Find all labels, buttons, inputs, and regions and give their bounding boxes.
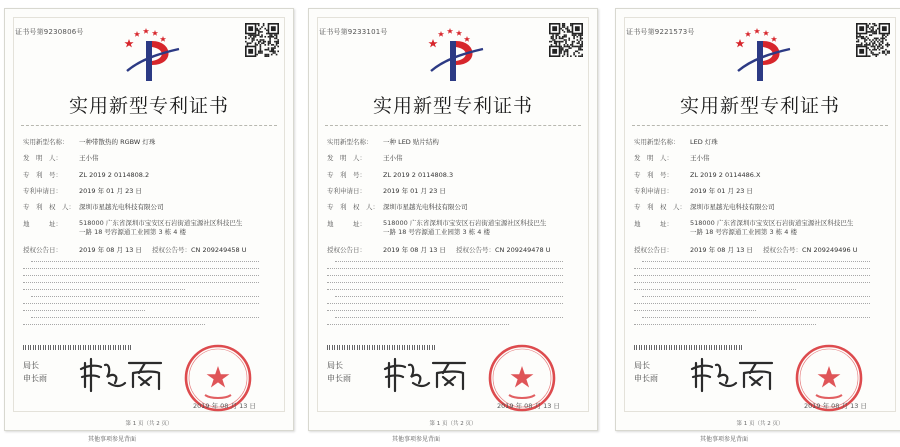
footnote: 其他事项参见背面 — [392, 436, 441, 443]
fine-print-line — [634, 324, 816, 325]
fine-print-line — [634, 282, 870, 283]
barcode — [327, 345, 437, 350]
patent-certificate — [4, 8, 294, 431]
fine-print-line — [335, 317, 563, 318]
certificate-title: 实用新型专利证书 — [68, 95, 229, 117]
fine-print-line — [642, 317, 870, 318]
address-label: 地 址： — [327, 220, 366, 228]
fine-print-line — [327, 324, 509, 325]
fine-print-line — [335, 261, 563, 262]
fine-print-line — [23, 310, 145, 311]
fine-print-line — [327, 275, 563, 276]
certificate-number: 证书号第9221573号 — [626, 28, 695, 36]
address: 518000 广东省深圳市宝安区石岩街道宝源社区科技巴生 一路 18 号容源通工业园第 3 栋 4 楼 — [79, 219, 243, 236]
grant-announcement: 授权公告日： 2019 年 08 月 13 日 授权公告号：CN 209249478 U — [327, 246, 551, 254]
address: 518000 广东省深圳市宝安区石岩街道宝源社区科技巴生 一路 18 号容源通工业园第 3 栋 4 楼 — [690, 219, 854, 236]
seal-date: 2019 年 08 月 13 日 — [193, 402, 256, 410]
director-title: 局长 申长雨 — [23, 361, 47, 383]
utility-model-name: 实用新型名称： LED 灯珠 — [634, 138, 718, 146]
address: 518000 广东省深圳市宝安区石岩街道宝源社区科技巴生 一路 18 号容源通工业园第 3 栋 4 楼 — [383, 219, 547, 236]
filing-date: 专利申请日： 2019 年 01 月 23 日 — [23, 187, 142, 195]
patentee: 专 利 权 人： 深圳市星越光电科技有限公司 — [23, 203, 164, 211]
seal-date: 2019 年 08 月 13 日 — [804, 402, 867, 410]
barcode — [23, 345, 133, 350]
inventor: 发 明 人： 王小伟 — [23, 154, 99, 162]
fine-print-line — [642, 261, 870, 262]
fine-print-line — [335, 296, 563, 297]
certificate-number: 证书号第9233101号 — [319, 28, 388, 36]
fine-print-line — [634, 310, 756, 311]
fine-print-line — [642, 296, 870, 297]
qr-code-icon — [856, 23, 890, 57]
fine-print-line — [327, 310, 449, 311]
fine-print-line — [23, 282, 259, 283]
fine-print-line — [634, 289, 796, 290]
fine-print-line — [327, 268, 563, 269]
inventor: 发 明 人： 王小伟 — [327, 154, 403, 162]
page-number: 第 1 页（共 2 页） — [429, 421, 477, 427]
grant-announcement: 授权公告日： 2019 年 08 月 13 日 授权公告号：CN 209249496 U — [634, 246, 858, 254]
patentee: 专 利 权 人： 深圳市星越光电科技有限公司 — [327, 203, 468, 211]
address-label: 地 址： — [23, 220, 62, 228]
fine-print-line — [327, 282, 563, 283]
grant-announcement: 授权公告日： 2019 年 08 月 13 日 授权公告号：CN 209249458 U — [23, 246, 247, 254]
patent-number: 专 利 号： ZL 2019 2 0114808.2 — [23, 171, 150, 179]
patent-certificate — [308, 8, 598, 431]
director-signature — [690, 353, 776, 393]
patent-office-logo-icon — [726, 25, 796, 83]
patent-number: 专 利 号： ZL 2019 2 0114486.X — [634, 171, 761, 179]
divider — [632, 125, 888, 126]
utility-model-name: 实用新型名称： 一种带散热的 RGBW 灯珠 — [23, 138, 156, 146]
patentee: 专 利 权 人： 深圳市星越光电科技有限公司 — [634, 203, 775, 211]
fine-print-line — [23, 289, 185, 290]
utility-model-name: 实用新型名称： 一种 LED 贴片结构 — [327, 138, 439, 146]
fine-print-line — [23, 275, 259, 276]
fine-print-line — [634, 268, 870, 269]
divider — [325, 125, 581, 126]
filing-date: 专利申请日： 2019 年 01 月 23 日 — [634, 187, 753, 195]
footnote: 其他事项参见背面 — [700, 436, 749, 443]
page-number: 第 1 页（共 2 页） — [736, 421, 784, 427]
patent-office-logo-icon — [419, 25, 489, 83]
fine-print-line — [31, 296, 259, 297]
director-title: 局长 申长雨 — [634, 361, 658, 383]
fine-print-line — [634, 303, 870, 304]
qr-code-icon — [549, 23, 583, 57]
certificate-title: 实用新型专利证书 — [679, 95, 840, 117]
patent-office-logo-icon — [115, 25, 185, 83]
fine-print-line — [23, 303, 259, 304]
fine-print-line — [634, 275, 870, 276]
fine-print-line — [327, 303, 563, 304]
director-signature — [383, 353, 469, 393]
director-title: 局长 申长雨 — [327, 361, 351, 383]
barcode — [634, 345, 744, 350]
filing-date: 专利申请日： 2019 年 01 月 23 日 — [327, 187, 446, 195]
fine-print-line — [327, 289, 489, 290]
patent-number: 专 利 号： ZL 2019 2 0114808.3 — [327, 171, 454, 179]
address-label: 地 址： — [634, 220, 673, 228]
fine-print-line — [23, 324, 205, 325]
patent-certificate — [615, 8, 900, 431]
footnote: 其他事项参见背面 — [88, 436, 137, 443]
page-number: 第 1 页（共 2 页） — [125, 421, 173, 427]
certificate-number: 证书号第9230806号 — [15, 28, 84, 36]
director-signature — [79, 353, 165, 393]
fine-print-line — [31, 261, 259, 262]
seal-date: 2019 年 08 月 13 日 — [497, 402, 560, 410]
qr-code-icon — [245, 23, 279, 57]
fine-print-line — [31, 317, 259, 318]
divider — [21, 125, 277, 126]
certificate-title: 实用新型专利证书 — [372, 95, 533, 117]
fine-print-line — [23, 268, 259, 269]
inventor: 发 明 人： 王小伟 — [634, 154, 710, 162]
